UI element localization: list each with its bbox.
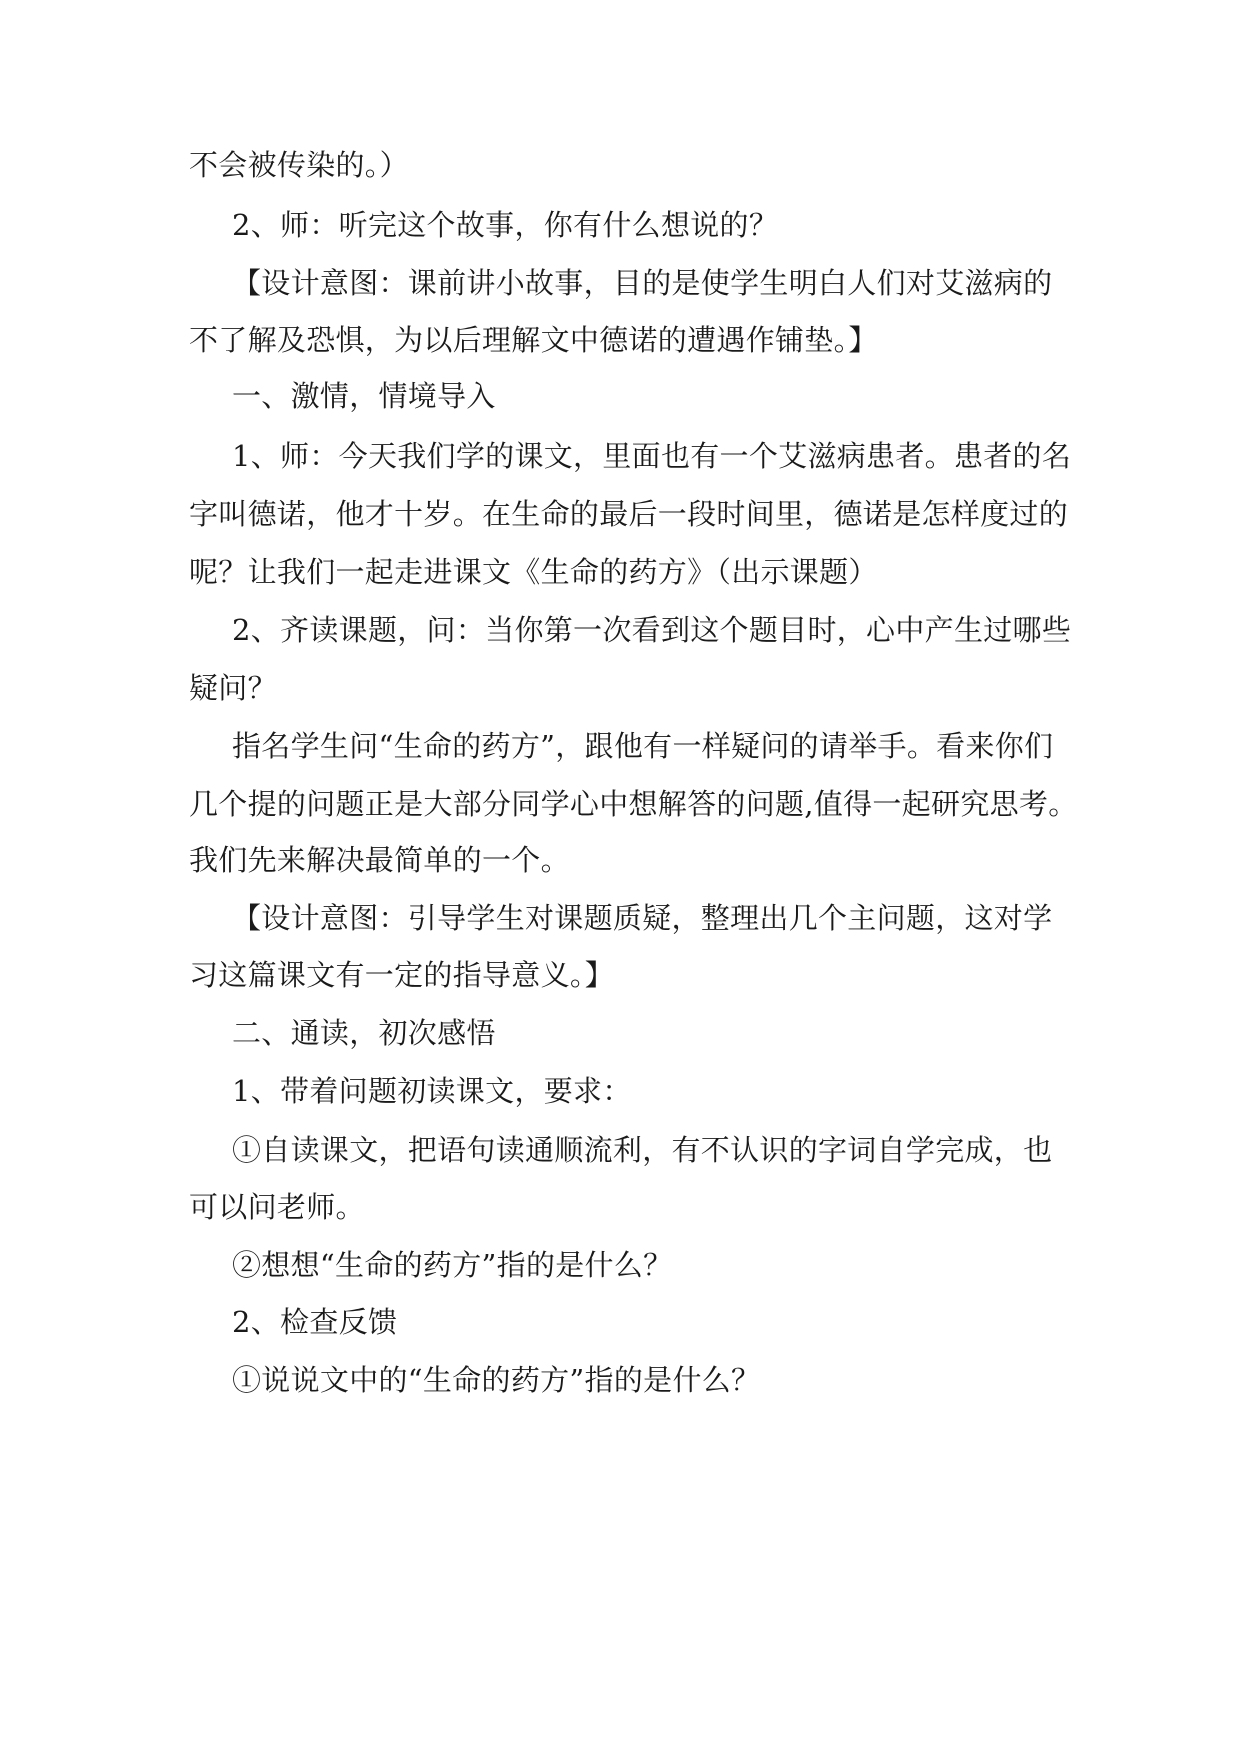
text-line: 2、齐读课题，问：当你第一次看到这个题目时，心中产生过哪些 — [232, 613, 1072, 647]
section-heading-2: 二、通读，初次感悟 — [232, 1016, 496, 1050]
text-line: 2、师：听完这个故事，你有什么想说的？ — [232, 208, 779, 242]
text-line: 可以问老师。 — [189, 1190, 365, 1224]
design-intent-line: 习这篇课文有一定的指导意义。】 — [189, 958, 615, 992]
text-line: 呢？让我们一起走进课文《生命的药方》（出示课题） — [189, 555, 878, 589]
text-line: 疑问？ — [189, 671, 277, 705]
text-line: 指名学生问“生命的药方”，跟他有一样疑问的请举手。看来你们 — [232, 729, 1054, 763]
section-heading-1: 一、激情，情境导入 — [232, 379, 496, 413]
design-intent-line: 【设计意图：引导学生对课题质疑，整理出几个主问题，这对学 — [232, 901, 1053, 935]
design-intent-line: 不了解及恐惧，为以后理解文中德诺的遭遇作铺垫。】 — [189, 323, 878, 357]
text-line: ①说说文中的“生命的药方”指的是什么？ — [232, 1363, 761, 1397]
text-line: 1、师：今天我们学的课文，里面也有一个艾滋病患者。患者的名 — [232, 439, 1072, 473]
text-line: 我们先来解决最简单的一个。 — [189, 843, 570, 877]
text-line: 不会被传染的。） — [189, 148, 409, 182]
text-line: 2、检查反馈 — [232, 1305, 398, 1339]
design-intent-line: 【设计意图：课前讲小故事，目的是使学生明白人们对艾滋病的 — [232, 266, 1053, 300]
text-line: 字叫德诺，他才十岁。在生命的最后一段时间里，德诺是怎样度过的 — [189, 497, 1069, 531]
text-line: ①自读课文，把语句读通顺流利，有不认识的字词自学完成，也 — [232, 1133, 1053, 1167]
text-line: 1、带着问题初读课文，要求： — [232, 1074, 632, 1108]
text-line: 几个提的问题正是大部分同学心中想解答的问题,值得一起研究思考。 — [189, 787, 1078, 821]
text-line: ②想想“生命的药方”指的是什么？ — [232, 1248, 673, 1282]
